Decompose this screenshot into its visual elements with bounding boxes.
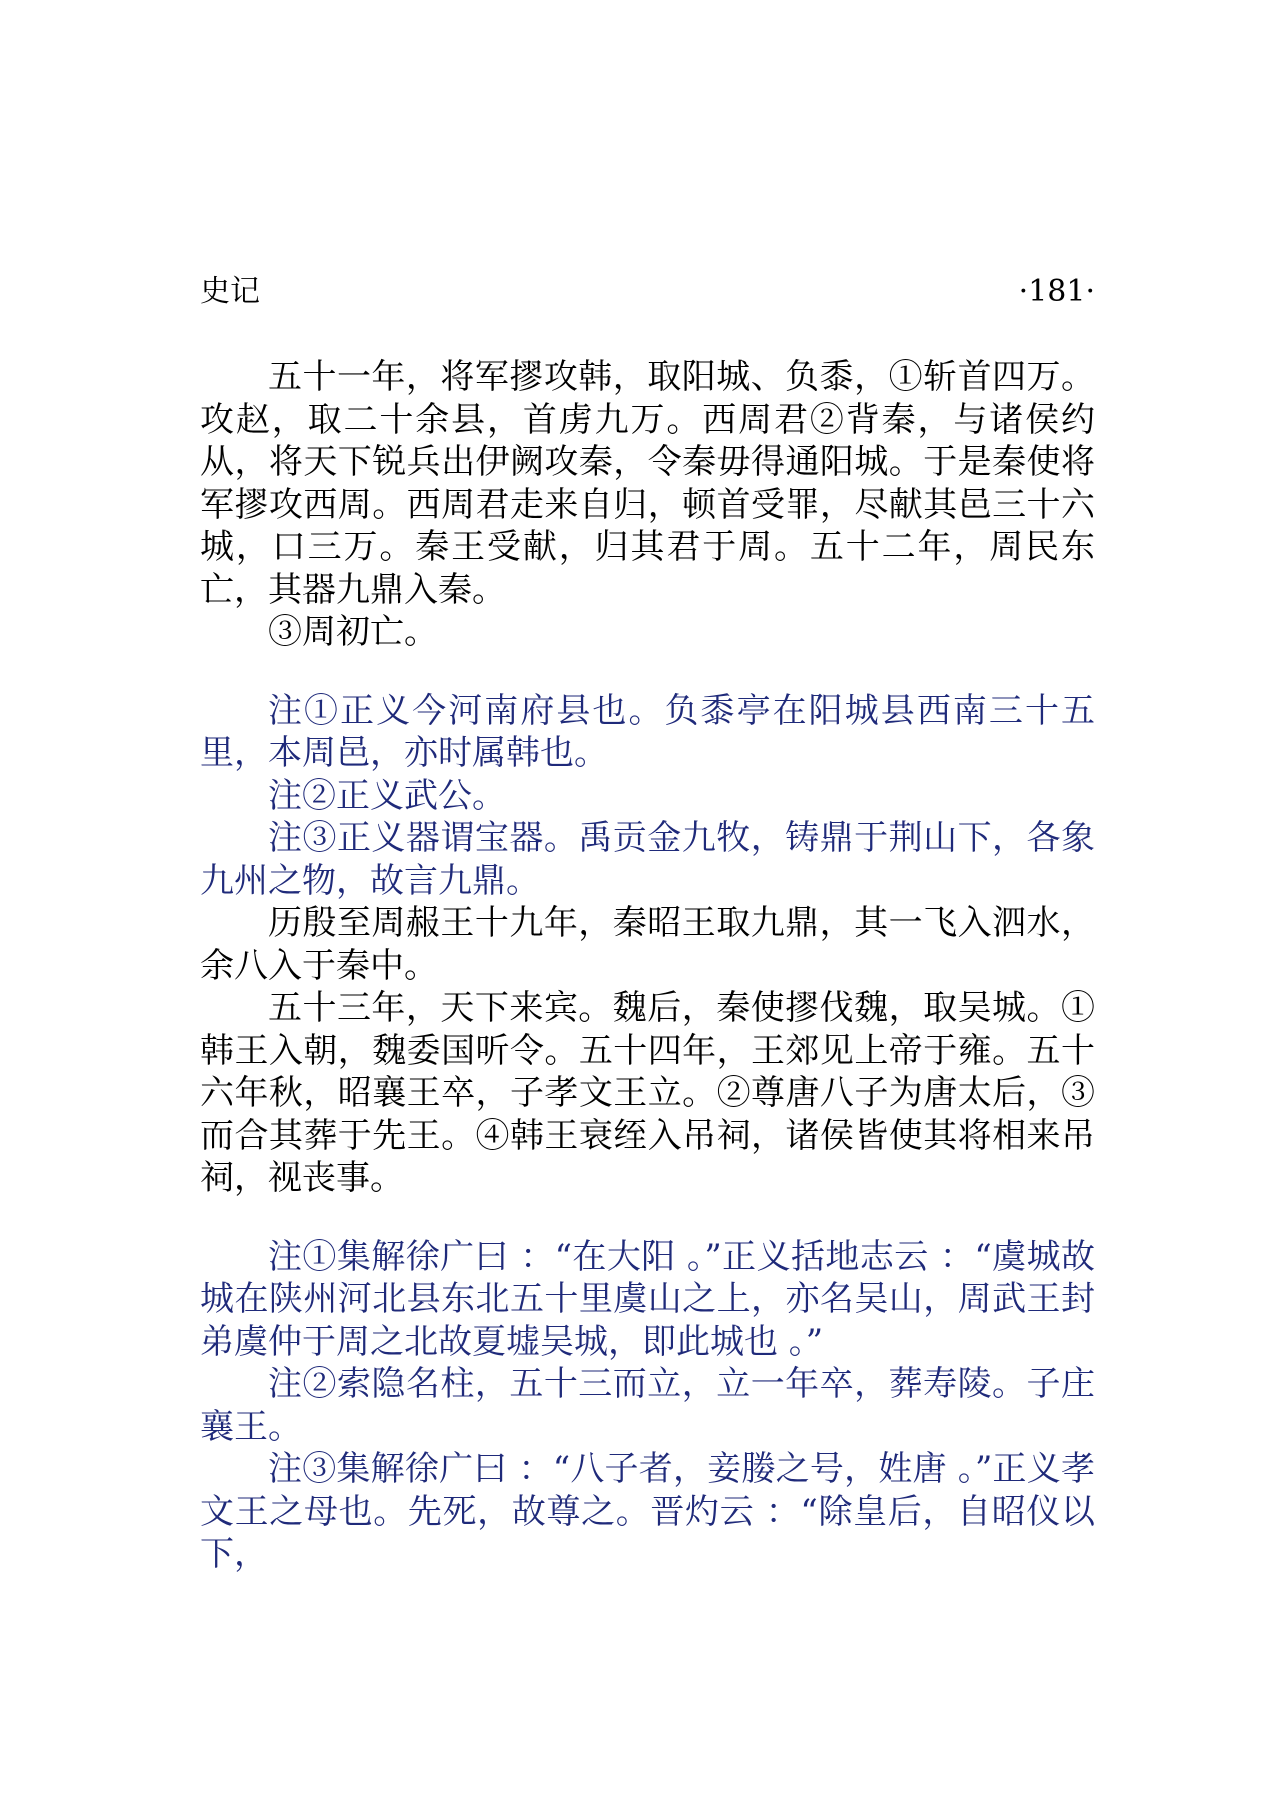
annotation-note: 注①正义今河南府县也。负黍亭在阳城县西南三十五里，本周邑，亦时属韩也。 [200, 690, 1095, 773]
page-header [200, 272, 1095, 312]
text-paragraph: 历殷至周赧王十九年，秦昭王取九鼎，其一飞入泗水，余八入于秦中。 [200, 903, 1095, 986]
annotation-note: 注②索隐名柱，五十三而立，立一年卒，葬寿陵。子庄襄王。 [200, 1364, 1095, 1447]
book-title: 史记 [200, 274, 260, 309]
annotation-note: 注①集解徐广曰 ：“在大阳 。”正义括地志云 ：“虞城故城在陕州河北县东北五十里虞山之上，亦名吴山，周武王封弟虞仲于周之北故夏墟吴城，即此城也 。” [200, 1236, 1095, 1362]
annotation-note: 注③正义器谓宝器。禹贡金九牧，铸鼎于荆山下，各象九州之物，故言九鼎。 [200, 818, 1095, 901]
page-number: ·181· [1018, 274, 1095, 309]
paragraph-gap [200, 654, 1095, 690]
page-body [200, 356, 1095, 1576]
text-paragraph: 五十三年，天下来宾。魏后，秦使摎伐魏，取吴城。①韩王入朝，魏委国听令。五十四年，王郊见上帝于雍。五十六年秋，昭襄王卒，子孝文王立。②尊唐八子为唐太后，③而合其葬于先王。④韩王衰绖入吊祠，诸侯皆使其将相来吊祠，视丧事。 [200, 988, 1095, 1198]
text-paragraph: 五十一年，将军摎攻韩，取阳城、负黍，①斩首四万。攻赵，取二十余县，首虏九万。西周君②背秦，与诸侯约从，将天下锐兵出伊阙攻秦，令秦毋得通阳城。于是秦使将军摎攻西周。西周君走来自归，顿首受罪，尽献其邑三十六城，口三万。秦王受献，归其君于周。五十二年，周民东亡，其器九鼎入秦。 [200, 357, 1095, 610]
annotation-note: 注③集解徐广曰 ：“八子者，妾媵之号，姓唐 。”正义孝文王之母也。先死，故尊之。晋灼云 ：“除皇后，自昭仪以下， [200, 1449, 1095, 1574]
annotation-note: 注②正义武公。 [268, 775, 506, 816]
text-paragraph: ③周初亡。 [268, 612, 438, 652]
paragraph-gap [200, 1200, 1095, 1236]
